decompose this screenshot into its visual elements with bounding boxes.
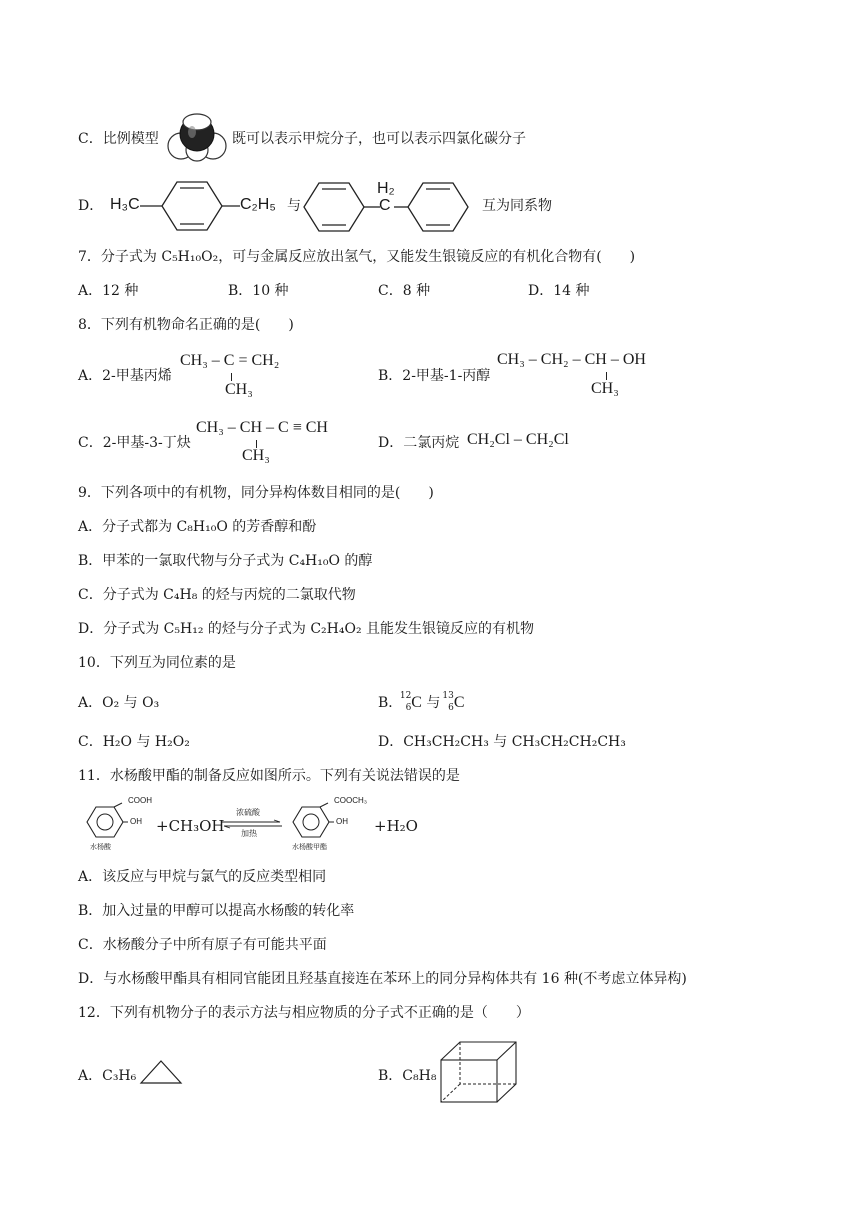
q11-option-c: C．水杨酸分子中所有原子有可能共平面 — [78, 937, 327, 953]
q8a-bond — [231, 373, 233, 381]
q10b-el2: C — [453, 694, 465, 711]
q6-option-c — [78, 129, 159, 149]
cyclopropane-triangle-icon — [140, 1060, 182, 1084]
q9-option-b: B．甲苯的一氯取代物与分子式为 C₄H₁₀O 的醇 — [78, 553, 373, 569]
q12-option-a: A．C₃H₆ — [78, 1068, 137, 1084]
q11-cond-bot: 加热 — [241, 829, 257, 838]
ethyltoluene-structure — [140, 180, 250, 232]
q6d-ch3-label: H₃C — [110, 196, 140, 213]
q8c-formula-bot: CH₃ — [242, 447, 270, 464]
q11-stem: 11．水杨酸甲酯的制备反应如图所示。下列有关说法错误的是 — [78, 768, 460, 784]
q11-cooch3-label: COOCH₃ — [334, 796, 368, 805]
q10b-z1: 6 — [405, 703, 412, 713]
q9-option-d: D．分子式为 C₅H₁₂ 的烃与分子式为 C₂H₄O₂ 且能发生银镜反应的有机物 — [78, 621, 535, 637]
space-filling-model-icon — [166, 112, 228, 162]
q7-stem: 7．分子式为 C₅H₁₀O₂，可与金属反应放出氢气，又能发生银镜反应的有机化合物有( ) — [78, 249, 636, 265]
q6d-suffix: 互为同系物 — [482, 198, 552, 214]
q11-option-d: D．与水杨酸甲酯具有相同官能团且羟基直接连在苯环上的同分异构体共有 16 种(不考虑立体异构) — [78, 971, 687, 987]
q8d-formula: CH₂Cl – CH₂Cl — [467, 431, 569, 448]
q11-option-a: A．该反应与甲烷与氯气的反应类型相同 — [78, 869, 327, 885]
q11-oh1-label: OH — [130, 817, 142, 826]
equilibrium-arrow-icon — [222, 820, 282, 828]
q9-option-a: A．分子式都为 C₈H₁₀O 的芳香醇和酚 — [78, 519, 317, 535]
q12-option-b: B．C₈H₈ — [378, 1068, 437, 1084]
q7-option-a: A．12 种 — [78, 283, 139, 299]
q8c-label: C．2-甲基-3-丁炔 — [78, 435, 191, 451]
q10b-iso1-numbers — [399, 691, 412, 713]
q10-option-d: D．CH₃CH₂CH₃ 与 CH₃CH₂CH₂CH₃ — [378, 734, 626, 750]
q8a-formula-top: CH₃ – C = CH₂ — [180, 352, 280, 369]
q8b-label: B．2-甲基-1-丙醇 — [378, 368, 491, 384]
q8-stem: 8．下列有机物命名正确的是( ) — [78, 317, 294, 333]
cubane-cube-icon — [440, 1041, 518, 1103]
q11-label-methyl-salicylate: 水杨酸甲酯 — [292, 844, 327, 851]
q7-option-b: B．10 种 — [228, 283, 289, 299]
q8d-label: D．二氯丙烷 — [378, 435, 460, 451]
q6d-c2h5-label: C₂H₅ — [240, 196, 276, 213]
methyl-salicylate-structure — [290, 800, 330, 844]
q10b-mass1: 12 — [399, 691, 412, 701]
q7-option-d: D．14 种 — [528, 283, 590, 299]
q10-option-a: A．O₂ 与 O₃ — [78, 695, 160, 711]
q11-cond-top: 浓硫酸 — [236, 808, 260, 817]
q8b-bond — [606, 372, 608, 380]
q10b-label: B． — [378, 695, 403, 711]
q10b-yu: 与 — [421, 695, 445, 711]
q11-oh2-label: OH — [336, 817, 348, 826]
q6d-c-label: C — [379, 197, 391, 214]
q11-option-b: B．加入过量的甲醇可以提高水杨酸的转化率 — [78, 903, 355, 919]
q10-option-c: C．H₂O 与 H₂O₂ — [78, 734, 190, 750]
q11-reagent: +CH₃OH — [156, 817, 225, 835]
q8b-formula-top: CH₃ – CH₂ – CH – OH — [497, 351, 646, 368]
salicylic-acid-structure — [84, 800, 124, 844]
q6d-yu: 与 — [287, 198, 301, 214]
q10b-el1: C — [411, 694, 422, 711]
q11-label-salicylic: 水杨酸 — [90, 844, 111, 851]
q12-stem: 12．下列有机物分子的表示方法与相应物质的分子式不正确的是（ ） — [78, 1005, 530, 1021]
q7-option-c: C．8 种 — [378, 283, 431, 299]
q6c-text: 既可以表示甲烷分子，也可以表示四氯化碳分子 — [232, 131, 526, 147]
q8c-formula-top: CH₃ – CH – C ≡ CH — [196, 419, 328, 436]
q11-cooh-label: COOH — [128, 796, 152, 805]
q8b-formula-bot: CH₃ — [591, 380, 619, 397]
q9-stem: 9．下列各项中的有机物，同分异构体数目相同的是( ) — [78, 485, 434, 501]
q6d-h2-label: H₂ — [377, 180, 395, 197]
q10b-mass2: 13 — [442, 691, 454, 701]
q10b-iso2-numbers — [442, 691, 454, 713]
q9-option-c: C．分子式为 C₄H₈ 的烃与丙烷的二氯取代物 — [78, 587, 356, 603]
q8a-formula-bot: CH₃ — [225, 381, 253, 398]
q10-option-b — [378, 693, 465, 713]
q10b-z2: 6 — [448, 703, 454, 713]
q11-product: +H₂O — [374, 817, 418, 835]
q10-stem: 10．下列互为同位素的是 — [78, 655, 236, 671]
q6d-prefix: D． — [78, 198, 104, 214]
q8a-label: A．2-甲基丙烯 — [78, 368, 172, 384]
q6c-prefix: C．比例模型 — [78, 131, 159, 147]
